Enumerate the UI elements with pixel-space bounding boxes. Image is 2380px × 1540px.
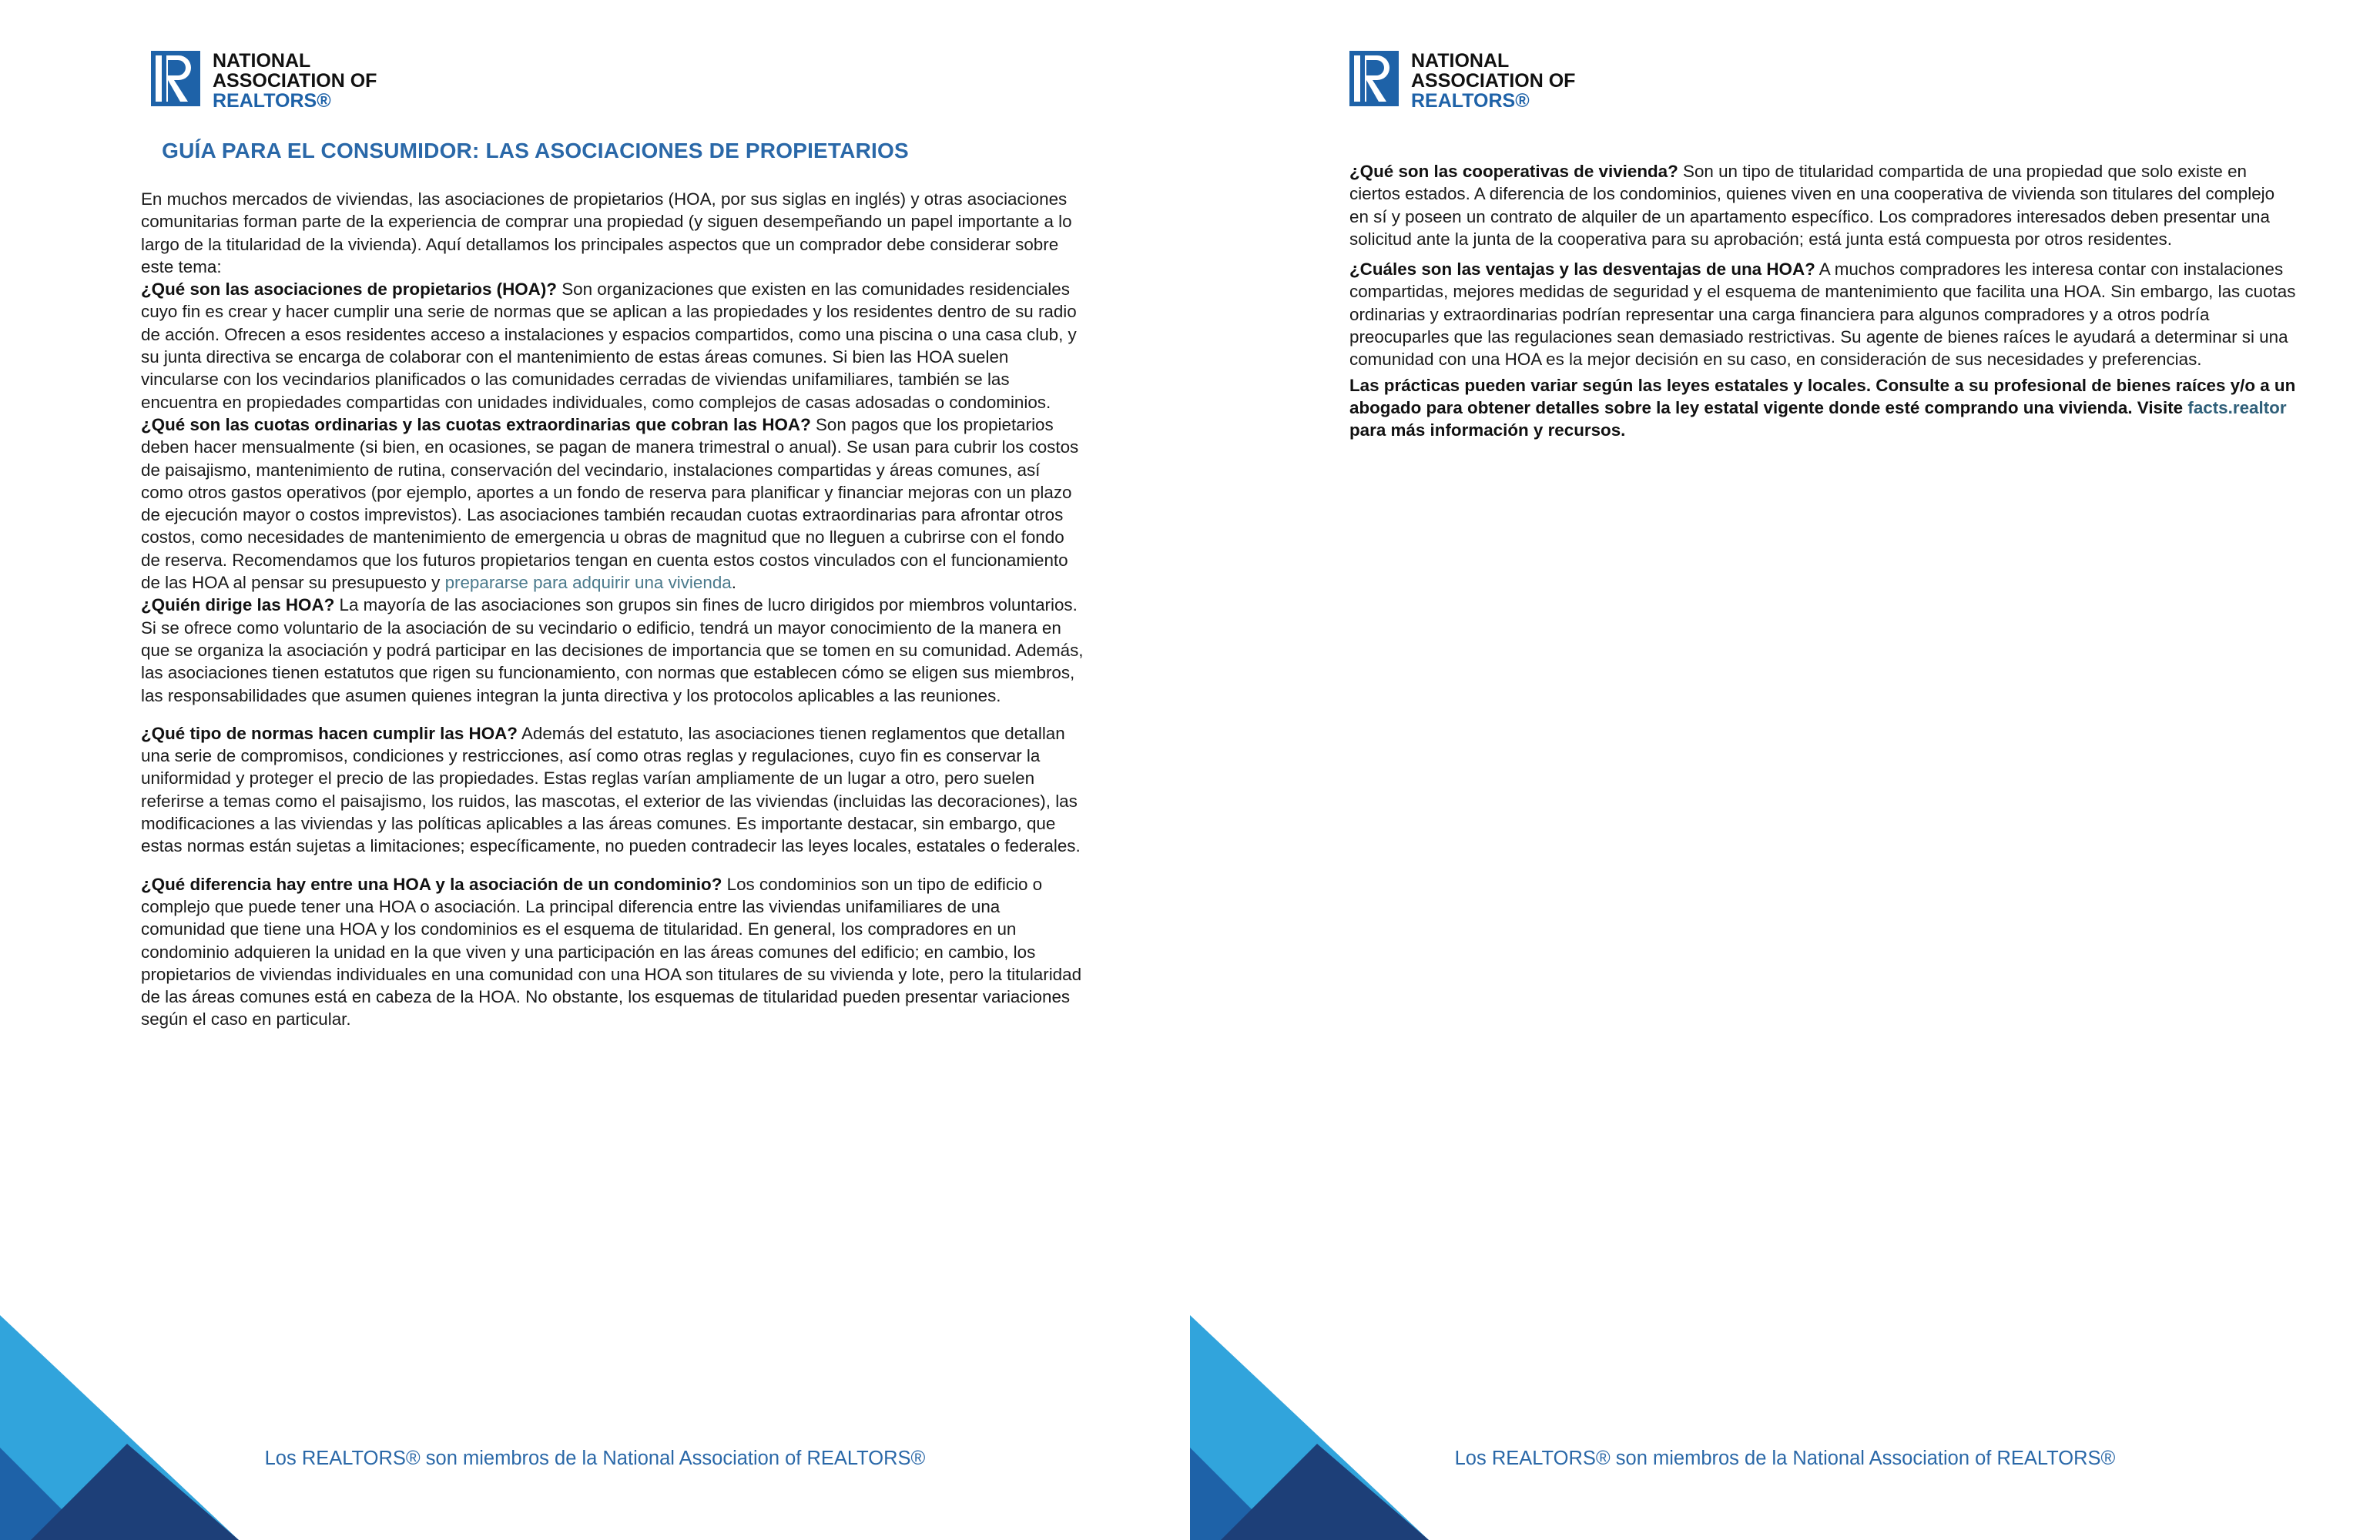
intro-text: En muchos mercados de viviendas, las asociaciones de propietarios (HOA, por sus siglas en inglés) y otras asociaciones comunitarias forman parte de la experiencia de comprar una propiedad (y siguen desempeñando un papel importante a lo largo de la titularidad de la vivienda). Aquí detallamos los principales aspectos que un comprador debe considerar sobre este tema:	[141, 189, 1072, 276]
page1-body	[141, 188, 1084, 1031]
section-heading: ¿Qué tipo de normas hacen cumplir las HOA?	[141, 723, 518, 743]
footer-text: Los REALTORS® son miembros de la National Association of REALTORS®	[264, 1448, 926, 1469]
nar-logo	[1349, 51, 1575, 111]
logo-line-national: NATIONAL	[213, 50, 311, 72]
realtor-r-logo-icon	[151, 51, 200, 106]
section-body: Además del estatuto, las asociaciones tienen reglamentos que detallan una serie de compromisos, condiciones y restricciones, así como otras reglas y regulaciones, cuyo fin es conservar la uniformidad y proteger el precio de las propiedades. Estas reglas varían ampliamente de un lugar a otro, pero suelen referirse a temas como el paisajismo, los ruidos, las mascotas, el exterior de las viviendas (incluidas las decoraciones), las modificaciones a las viviendas y las políticas aplicables a las áreas comunes. Es importante destacar, sin embargo, que estas normas están sujetas a limitaciones; específicamente, no pueden contradecir las leyes locales, estatales o federales.	[141, 723, 1081, 856]
section-hoa-rules	[141, 722, 1084, 858]
facts-realtor-link[interactable]: facts.realtor	[2187, 397, 2287, 417]
logo-wordmark	[213, 51, 377, 111]
document-title: GUÍA PARA EL CONSUMIDOR: LAS ASOCIACIONES DE PROPIETARIOS	[162, 139, 909, 162]
logo-line-national: NATIONAL	[1411, 50, 1510, 72]
logo-line-association: ASSOCIATION OF	[1411, 70, 1576, 92]
section-hoa-leadership	[141, 594, 1084, 706]
section-hoa-definition	[141, 278, 1084, 413]
footer-text: Los REALTORS® son miembros de la National Association of REALTORS®	[1454, 1448, 2116, 1469]
logo-wordmark	[1411, 51, 1575, 111]
section-heading: ¿Qué son las cooperativas de vivienda?	[1349, 162, 1678, 181]
closing-text: Las prácticas pueden variar según las leyes estatales y locales. Consulte a su profesional de bienes raíces y/o a un abogado para obtener detalles sobre la ley estatal vigente donde esté comprando una vivienda. Visite	[1349, 375, 2296, 417]
closing-text-end: para más información y recursos.	[1349, 420, 1626, 440]
section-body: A muchos compradores les interesa contar con instalaciones compartidas, mejores medidas de seguridad y el esquema de mantenimiento que facilita una HOA. Sin embargo, las cuotas ordinarias y extraordinarias podrían representar una carga financiera para algunos compradores y a otros podría preocuparles que las regulaciones sean demasiado restrictivas. Su agente de bienes raíces le ayudará a determinar si una comunidad con una HOA es la mejor decisión en su caso, en consideración de sus necesidades y preferencias.	[1349, 259, 2296, 370]
section-body-end: .	[731, 573, 736, 593]
section-body: La mayoría de las asociaciones son grupos sin fines de lucro dirigidos por miembros voluntarios. Si se ofrece como voluntario de la asociación de su vecindario o edificio, tendrá un mayor conocimiento de la manera en que se organiza la asociación y podrá participar en las decisiones de importancia que se tomen en su comunidad. Además, las asociaciones tienen estatutos que rigen su funcionamiento, con normas que establecen cómo se eligen sus miembros, las responsabilidades que asumen quienes integran la junta directiva y los protocolos aplicables a las reuniones.	[141, 595, 1084, 705]
section-heading: ¿Qué diferencia hay entre una HOA y la asociación de un condominio?	[141, 874, 722, 894]
document-page-2	[1190, 0, 2380, 1540]
page2-body	[1349, 160, 2297, 442]
logo-line-realtors: REALTORS®	[1411, 90, 1530, 112]
logo-line-realtors: REALTORS®	[213, 90, 331, 112]
section-body: Los condominios son un tipo de edificio o complejo que puede tener una HOA o asociación. La principal diferencia entre las viviendas unifamiliares de una comunidad que tiene una HOA y los condominios es el esquema de titularidad. En general, los compradores en un condominio adquieren la unidad en la que viven y una participación en las áreas comunes del edificio; en cambio, los propietarios de viviendas individuales en una comunidad con una HOA son titulares de su vivienda y lote, pero la titularidad de las áreas comunes está en cabeza de la HOA. No obstante, los esquemas de titularidad pueden presentar variaciones según el caso en particular.	[141, 874, 1082, 1029]
closing-note	[1349, 374, 2297, 442]
section-heading: ¿Qué son las asociaciones de propietarios (HOA)?	[141, 280, 557, 300]
section-body: Son un tipo de titularidad compartida de una propiedad que solo existe en ciertos estados. A diferencia de los condominios, quienes viven en una cooperativa de vivienda son titulares del complejo en sí y poseen un contrato de alquiler de un apartamento específico. Los compradores interesados deben presentar una solicitud ante la junta de la cooperativa para su aprobación; está junta está compuesta por otros residentes.	[1349, 162, 2275, 249]
section-body: Son organizaciones que existen en las comunidades residenciales cuyo fin es crear y hacer cumplir una serie de normas que se aplican a las propiedades y los residentes dentro de su radio de acción. Ofrecen a esos residentes acceso a instalaciones y espacios compartidos, como una piscina o una casa club, y su junta directiva se encarga de colaborar con el mantenimiento de estas áreas comunes. Si bien las HOA suelen vincularse con los vecindarios planificados o las comunidades cerradas de viviendas unifamiliares, también se las encuentra en propiedades compartidas con unidades individuales, como complejos de casas adosadas o condominios.	[141, 280, 1077, 412]
nar-logo	[151, 51, 377, 111]
logo-line-association: ASSOCIATION OF	[213, 70, 377, 92]
section-heading: ¿Cuáles son las ventajas y las desventajas de una HOA?	[1349, 259, 1815, 280]
section-housing-coops	[1349, 160, 2297, 250]
section-hoa-pros-cons	[1349, 258, 2297, 370]
realtor-r-logo-icon	[1349, 51, 1399, 106]
prepare-to-buy-link[interactable]: prepararse para adquirir una vivienda	[444, 573, 732, 593]
intro-paragraph	[141, 188, 1084, 278]
section-hoa-vs-condo	[141, 873, 1084, 1031]
section-hoa-fees	[141, 413, 1084, 594]
section-body: Son pagos que los propietarios deben hacer mensualmente (si bien, en ocasiones, se pagan de manera trimestral o anual). Se usan para cubrir los costos de paisajismo, mantenimiento de rutina, conservación del vecindario, instalaciones compartidas y áreas comunes, así como otros gastos operativos (por ejemplo, aportes a un fondo de reserva para planificar y financiar mejoras con un plazo de ejecución mayor o costos imprevistos). Las asociaciones también recaudan cuotas extraordinarias para afrontar otros costos, como necesidades de mantenimiento de emergencia u obras de magnitud que no lleguen a cubrirse con el fondo de reserva. Recomendamos que los futuros propietarios tengan en cuenta estos costos vinculados con el funcionamiento de las HOA al pensar su presupuesto y	[141, 414, 1079, 593]
section-heading: ¿Quién dirige las HOA?	[141, 595, 335, 615]
section-heading: ¿Qué son las cuotas ordinarias y las cuotas extraordinarias que cobran las HOA?	[141, 414, 811, 434]
